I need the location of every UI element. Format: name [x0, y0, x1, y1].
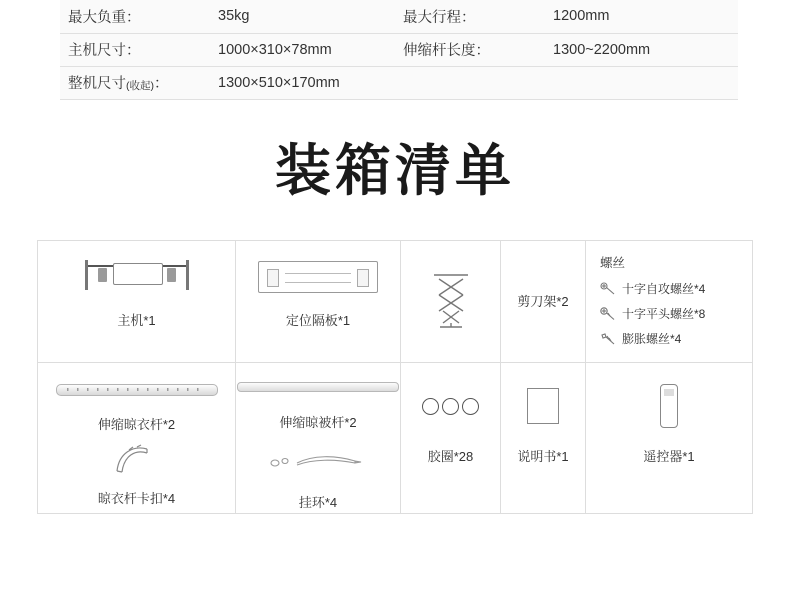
- telescopic-cloth-rod-icon: [38, 363, 235, 417]
- packing-list-grid: [37, 240, 753, 514]
- spec-label-max-travel: 最大行程：: [403, 0, 553, 33]
- packing-caption: 说明书*1: [517, 449, 569, 464]
- scissor-frame-icon: [430, 269, 472, 335]
- spec-label-host-size: 主机尺寸：: [60, 33, 218, 66]
- packing-caption: 挂环*4: [298, 494, 338, 510]
- packing-cell-positioning-plate: [236, 241, 401, 363]
- packing-cell-remote: [586, 363, 752, 513]
- packing-row-2: [38, 363, 752, 513]
- telescopic-quilt-rod-icon: [236, 363, 400, 411]
- positioning-plate-icon: [236, 241, 400, 313]
- spec-table: [60, 0, 738, 100]
- manual-icon: [501, 363, 585, 449]
- spec-label-max-load: 最大负重：: [60, 0, 218, 33]
- packing-cell-quilt-rod: [236, 363, 401, 513]
- spec-label-full-size-colon: ：: [154, 76, 169, 92]
- packing-cell-screws: [586, 241, 752, 363]
- screw-label: 膨胀螺丝*4: [622, 332, 682, 346]
- packing-cell-scissor-caption: [501, 241, 586, 363]
- spec-label-full-size-main: 整机尺寸: [68, 76, 126, 92]
- spec-value-max-travel: 1200mm: [553, 0, 738, 33]
- list-item: [600, 330, 752, 347]
- packing-caption: 伸缩晾衣杆*2: [97, 417, 176, 432]
- packing-cell-scissor-frame: [401, 241, 501, 363]
- packing-caption: 主机*1: [117, 313, 156, 328]
- packing-cell-main-unit: [38, 241, 236, 363]
- remote-control-icon: [586, 363, 752, 449]
- spec-value-rod-length: 1300~2200mm: [553, 33, 738, 66]
- cloth-rod-clip-icon: [38, 433, 235, 489]
- table-row: [60, 66, 738, 99]
- packing-caption: 遥控器*1: [643, 449, 695, 464]
- packing-caption: 定位隔板*1: [285, 313, 351, 328]
- packing-cell-manual: [501, 363, 586, 513]
- screw-flat-head-icon: [600, 307, 616, 321]
- packing-cell-cloth-rod: [38, 363, 236, 513]
- packing-caption: 剪刀架*2: [517, 293, 569, 309]
- screw-label: 十字自攻螺丝*4: [622, 282, 706, 296]
- list-item: [600, 305, 752, 322]
- list-item: [600, 280, 752, 297]
- packing-row-1: [38, 241, 752, 363]
- screws-title: 螺丝: [600, 256, 626, 270]
- hanging-ring-icon: [236, 431, 400, 493]
- packing-caption: 伸缩晾被杆*2: [279, 415, 357, 430]
- spec-label-full-size-sub: (收起): [126, 80, 154, 92]
- screw-label: 十字平头螺丝*8: [622, 307, 706, 321]
- spec-label-rod-length: 伸缩杆长度：: [403, 33, 553, 66]
- table-row: [60, 33, 738, 66]
- screw-expansion-icon: [600, 332, 616, 346]
- packing-cell-rubber-rings: [401, 363, 501, 513]
- packing-caption: 胶圈*28: [427, 449, 474, 464]
- main-unit-icon: [38, 241, 235, 313]
- spec-value-host-size: 1000×310×78mm: [218, 33, 403, 66]
- packing-caption: 晾衣杆卡扣*4: [97, 490, 176, 506]
- rubber-ring-icon: [401, 363, 500, 449]
- screw-self-tapping-icon: [600, 282, 616, 296]
- table-row: [60, 0, 738, 33]
- page-title: 装箱清单: [275, 139, 515, 204]
- spec-value-full-size: 1300×510×170mm: [218, 66, 738, 99]
- spec-value-max-load: 35kg: [218, 0, 403, 33]
- spec-label-full-size: [60, 66, 218, 99]
